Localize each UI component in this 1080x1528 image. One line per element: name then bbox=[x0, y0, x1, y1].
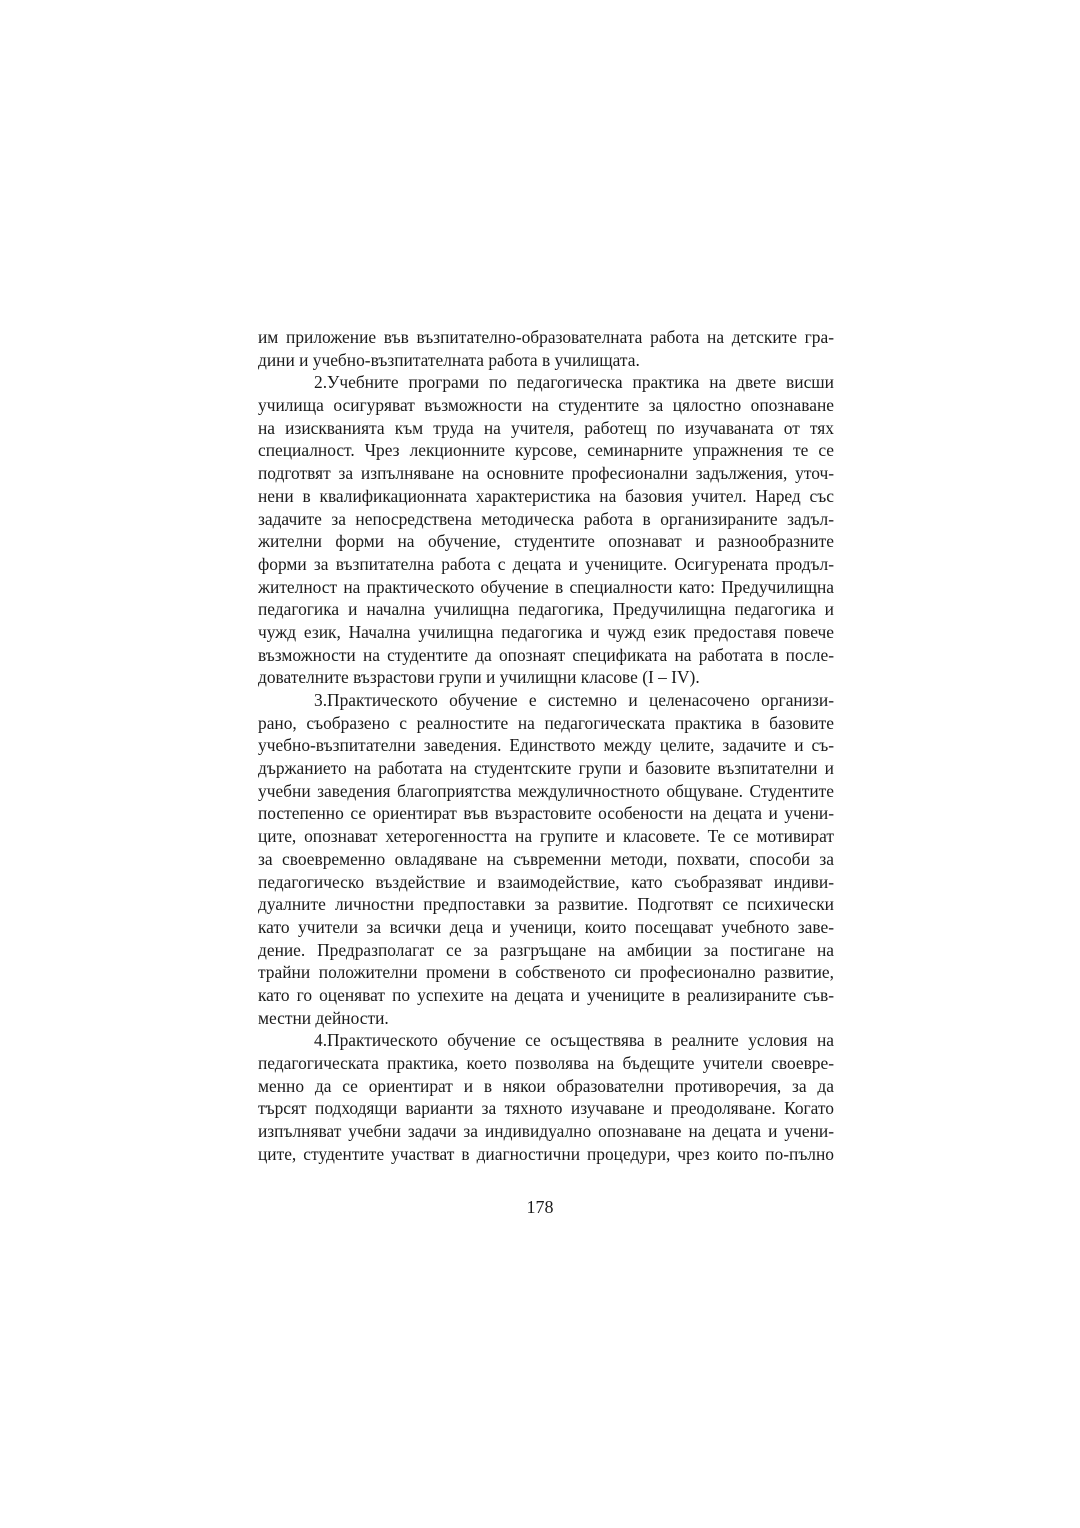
text-line: дуалните личностни предпоставки за развитие. Подготвят се психически bbox=[258, 894, 834, 915]
text-line: им приложение във възпитателно-образователната работа на детските гра- bbox=[258, 327, 834, 347]
text-line: дини и учебно-възпитателната работа в училищата. bbox=[258, 349, 640, 370]
text-line: местни дейности. bbox=[258, 1007, 389, 1028]
text-line: подготвят за изпълняване на основните професионални задължения, уточ- bbox=[258, 463, 834, 484]
text-line: училища осигуряват възможности на студентите за цялостно опознаване bbox=[258, 395, 834, 416]
text-line: учебни заведения благоприятства междуличностното общуване. Студентите bbox=[258, 780, 834, 801]
body-text bbox=[258, 326, 834, 1165]
text-line: педагогика и начална училищна педагогика, Предучилищна педагогика и bbox=[258, 599, 834, 620]
text-line: ците, опознават хетерогенността на групите и класовете. Те се мотивират bbox=[258, 826, 834, 847]
paragraph-2 bbox=[258, 371, 834, 689]
text-line: задачите за непосредствена методическа работа в организираните задъл- bbox=[258, 508, 834, 529]
paragraph-4 bbox=[258, 1029, 834, 1165]
text-line: държанието на работата на студентските групи и базовите възпитателни и bbox=[258, 758, 834, 779]
text-line: менно да се ориентират и в някои образователни противоречия, за да bbox=[258, 1075, 834, 1096]
text-line: 4.Практическото обучение се осъществява в реалните условия на bbox=[314, 1030, 834, 1051]
text-line: като го оценяват по успехите на децата и учениците в реализираните съв- bbox=[258, 984, 834, 1005]
text-line: дение. Предразполагат се за разгръщане на амбиции за постигане на bbox=[258, 939, 834, 960]
text-line: 2.Учебните програми по педагогическа практика на двете висши bbox=[314, 372, 834, 393]
text-line: като учители за всички деца и ученици, които посещават учебното заве- bbox=[258, 916, 834, 937]
text-line: ците, студентите участват в диагностични процедури, чрез които по-пълно bbox=[258, 1143, 834, 1164]
text-line: педагогическата практика, което позволява на бъдещите учители своевре- bbox=[258, 1053, 834, 1073]
text-line: чужд език, Начална училищна педагогика и чужд език предоставя повече bbox=[258, 621, 834, 642]
text-line: специалност. Чрез лекционните курсове, семинарните упражнения те се bbox=[258, 440, 834, 461]
text-line: трайни положителни промени в собственото си професионално развитие, bbox=[258, 962, 834, 983]
text-line: изпълняват учебни задачи за индивидуално опознаване на децата и учени- bbox=[258, 1121, 834, 1142]
page-number: 178 bbox=[526, 1197, 554, 1217]
text-line: жителност на практическото обучение в специалности като: Предучилищна bbox=[258, 576, 834, 597]
text-line: нени в квалификационната характеристика на базовия учител. Наред със bbox=[258, 485, 834, 506]
text-line: възможности на студентите да опознаят спецификата на работата в после- bbox=[258, 644, 834, 665]
text-line: търсят подходящи варианти за тяхното изучаване и преодоляване. Когато bbox=[258, 1098, 834, 1119]
paragraph-3 bbox=[258, 689, 834, 1029]
text-line: педагогическо въздействие и взаимодействие, като съобразяват индиви- bbox=[258, 871, 834, 892]
text-line: учебно-възпитателни заведения. Единството между целите, задачите и съ- bbox=[258, 735, 834, 756]
text-line: форми за възпитателна работа с децата и учениците. Осигурената продъл- bbox=[258, 553, 834, 574]
paragraph-continuation bbox=[258, 326, 834, 371]
text-line: за своевременно овладяване на съвременни методи, похвати, способи за bbox=[258, 848, 834, 869]
text-line: 3.Практическото обучение е системно и целенасочено организи- bbox=[314, 690, 834, 710]
text-line: постепенно се ориентират във възрастовите особености на децата и учени- bbox=[258, 803, 834, 824]
text-line: жителни форми на обучение, студентите опознават и разнообразните bbox=[258, 531, 834, 552]
text-line: на изискванията към труда на учителя, работещ по изучаваната от тях bbox=[258, 417, 834, 438]
text-line: рано, съобразено с реалностите на педагогическата практика в базовите bbox=[258, 712, 834, 733]
text-line: дователните възрастови групи и училищни класове (I – IV). bbox=[258, 667, 700, 688]
